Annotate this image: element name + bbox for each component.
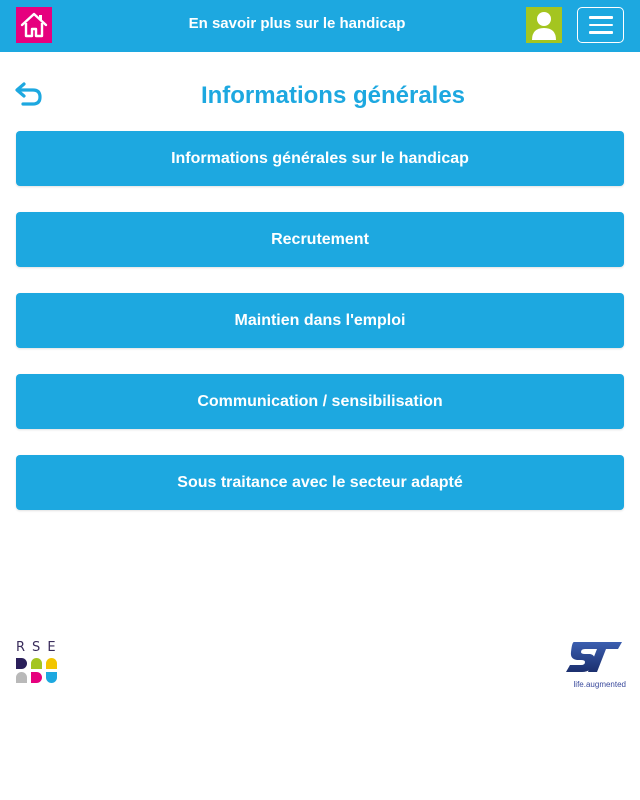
rse-logo-letter: S: [32, 640, 42, 655]
menu-item-subcontracting[interactable]: Sous traitance avec le secteur adapté: [16, 455, 624, 510]
menu-item-general-info[interactable]: Informations générales sur le handicap: [16, 131, 624, 186]
rse-shape: [46, 658, 57, 669]
rse-shape: [16, 658, 27, 669]
menu-item-job-retention[interactable]: Maintien dans l'emploi: [16, 293, 624, 348]
hamburger-menu-icon-bar: [589, 24, 613, 27]
hamburger-menu-icon-bar: [589, 31, 613, 34]
menu-button[interactable]: [577, 7, 624, 43]
hamburger-menu-icon: [589, 16, 613, 19]
page-title: Informations générales: [200, 82, 466, 109]
header-title: En savoir plus sur le handicap: [188, 14, 406, 32]
menu-list: [16, 131, 624, 536]
st-logo: [560, 640, 626, 688]
rse-shape: [46, 672, 57, 683]
rse-logo-letter: R: [16, 640, 27, 655]
user-account-button[interactable]: [526, 7, 562, 43]
rse-shape: [31, 672, 42, 683]
menu-item-recruitment[interactable]: Recrutement: [16, 212, 624, 267]
menu-item-communication[interactable]: Communication / sensibilisation: [16, 374, 624, 429]
rse-shape: [31, 658, 42, 669]
rse-logo-letter: E: [47, 640, 57, 655]
rse-shape: [16, 672, 27, 683]
user-icon: [529, 9, 559, 41]
rse-logo: [16, 640, 64, 688]
top-bar: [0, 0, 640, 52]
st-logo-tagline: life.augmented: [573, 680, 626, 689]
st-logo-mark: [564, 640, 626, 674]
